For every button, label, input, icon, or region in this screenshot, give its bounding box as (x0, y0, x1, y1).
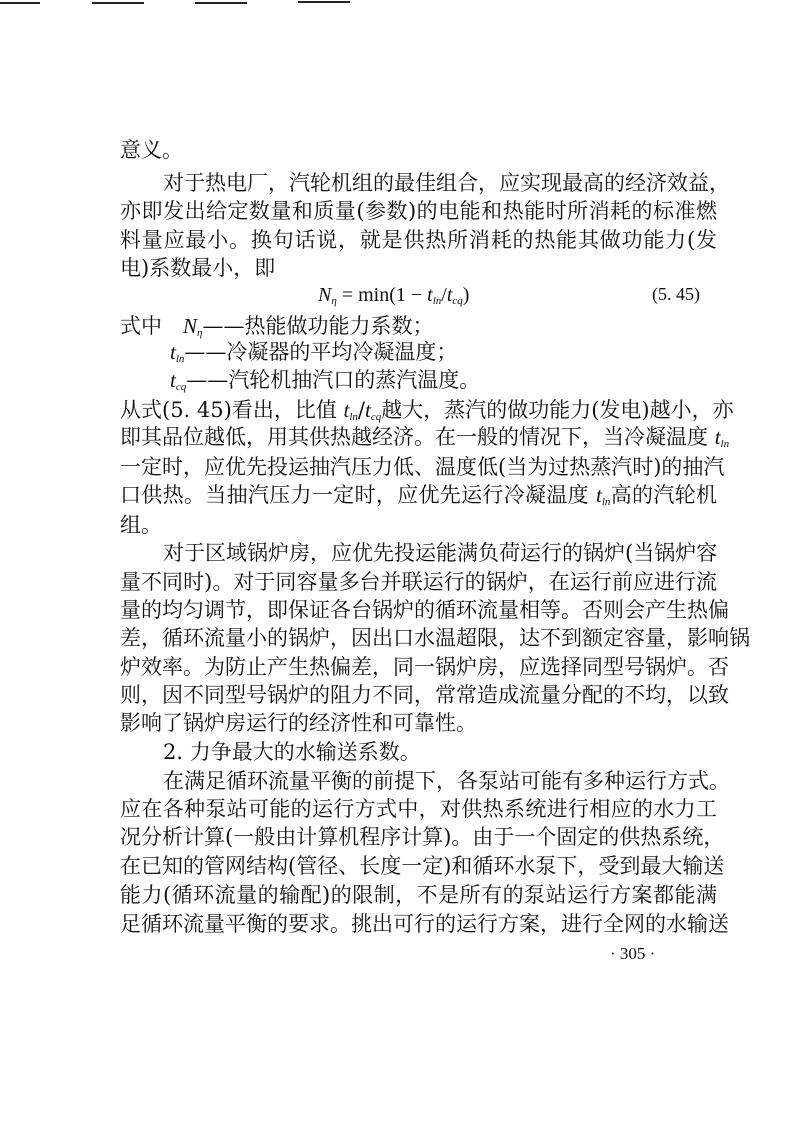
text-line (120, 681, 729, 709)
text-run: 式中 (120, 314, 183, 338)
text-run: 越大，蒸汽的做功能力(发电)越小，亦 (381, 398, 734, 422)
math-var: $t_{ln}$ (427, 284, 442, 307)
text-run: / (357, 398, 365, 422)
text-line (120, 852, 725, 880)
scan-edge-mark (0, 2, 40, 4)
text-run: 组。 (120, 513, 162, 537)
text-run: 能力(循环流量的输配)的限制，不是所有的泵站运行方案都能满 (120, 883, 717, 907)
text-run: 在已知的管网结构(管径、长度一定)和循环水泵下，受到最大输送 (120, 854, 725, 878)
text-run: 从式(5. 45)看出，比值 (120, 398, 344, 422)
math-symbol: $t_{ln}$ (596, 483, 611, 508)
text-line (120, 624, 750, 652)
text-line (120, 881, 717, 909)
text-line (120, 226, 717, 254)
text-run: 在满足循环流量平衡的前提下，各泵站可能有多种运行方式。 (163, 769, 730, 793)
text-run: 足循环流量平衡的要求。挑出可行的运行方案，进行全网的水输送 (120, 912, 729, 936)
math-symbol: $t_{ln}$ (170, 340, 185, 365)
math-symbol: $t_{cq}$ (364, 398, 382, 423)
text-line (163, 738, 717, 766)
text-line (120, 136, 717, 164)
text-run: 电)系数最小，即 (120, 256, 276, 280)
math-var: $N_\eta$ (318, 284, 337, 307)
text-run: 影响了锅炉房运行的经济性和可靠性。 (120, 711, 477, 735)
text-run: 对于热电厂，汽轮机组的最佳组合，应实现最高的经济效益， (163, 171, 730, 195)
math-symbol: $t_{ln}$ (343, 398, 358, 423)
math-op: = min(1 − (336, 284, 428, 306)
text-line (120, 596, 729, 624)
math-symbol: $t_{cq}$ (170, 368, 187, 393)
text-line (120, 423, 730, 451)
text-line (120, 254, 717, 282)
text-run: ——冷凝器的平均冷凝温度； (184, 340, 458, 364)
scan-edge-mark (298, 1, 350, 3)
text-run: 况分析计算(一般由计算机程序计算)。由于一个固定的供热系统， (120, 825, 725, 849)
math-op: / (441, 284, 447, 306)
text-run: 高的汽轮机 (610, 483, 717, 507)
text-line (120, 795, 717, 823)
text-line (120, 568, 717, 596)
text-line (163, 767, 730, 795)
text-line (163, 169, 730, 197)
math-op: ) (462, 284, 470, 306)
text-line (120, 481, 717, 509)
text-line (120, 511, 717, 539)
equation-5-45 (318, 284, 469, 307)
text-run: 即其品位越低，用其供热越经济。在一般的情况下，当冷凝温度 (120, 425, 715, 449)
scan-edge-mark (92, 2, 144, 4)
math-symbol: $t_{ln}$ (714, 425, 730, 450)
text-run: 则，因不同型号锅炉的阻力不同，常常造成流量分配的不均，以致 (120, 683, 729, 707)
page-number: · 305 · (610, 944, 656, 963)
text-line (120, 312, 717, 340)
text-run: 亦即发出给定数量和质量(参数)的电能和热能时所消耗的标准燃 (120, 199, 717, 223)
text-run: 料量应最小。换句话说，就是供热所消耗的热能其做功能力(发 (120, 228, 717, 252)
math-var: $t_{cq}$ (446, 284, 463, 307)
text-run: 一定时，应优先投运抽汽压力低、温度低(当为过热蒸汽时)的抽汽 (120, 455, 725, 479)
text-run: 差，循环流量小的锅炉，因出口水温超限，达不到额定容量，影响锅 (120, 626, 750, 650)
text-line (120, 653, 729, 681)
equation-number: (5. 45) (652, 284, 700, 304)
text-line (120, 823, 725, 851)
text-run: 量的均匀调节，即保证各台锅炉的循环流量相等。否则会产生热偏 (120, 598, 729, 622)
text-line (170, 338, 457, 366)
text-line (163, 539, 717, 567)
text-run: 对于区域锅炉房，应优先投运能满负荷运行的锅炉(当锅炉容 (163, 541, 718, 565)
text-run: 炉效率。为防止产生热偏差，同一锅炉房，应选择同型号锅炉。否 (120, 655, 729, 679)
text-run: 量不同时)。对于同容量多台并联运行的锅炉，在运行前应进行流 (120, 570, 717, 594)
text-run: 口供热。当抽汽压力一定时，应优先运行冷凝温度 (120, 483, 596, 507)
text-run: 2. 力争最大的水输送系数。 (163, 740, 421, 764)
text-run: ——热能做功能力系数； (202, 314, 434, 338)
text-line (120, 709, 717, 737)
text-line (120, 453, 725, 481)
text-run: ——汽轮机抽汽口的蒸汽温度。 (186, 368, 481, 392)
text-run: 应在各种泵站可能的运行方式中，对供热系统进行相应的水力工 (120, 797, 717, 821)
text-line (120, 396, 734, 424)
text-line (120, 197, 717, 225)
text-line (170, 366, 480, 394)
scan-edge-mark (195, 2, 247, 4)
math-symbol: $N_\eta$ (183, 314, 203, 339)
text-run: 意义。 (120, 138, 183, 162)
text-line (120, 910, 729, 938)
